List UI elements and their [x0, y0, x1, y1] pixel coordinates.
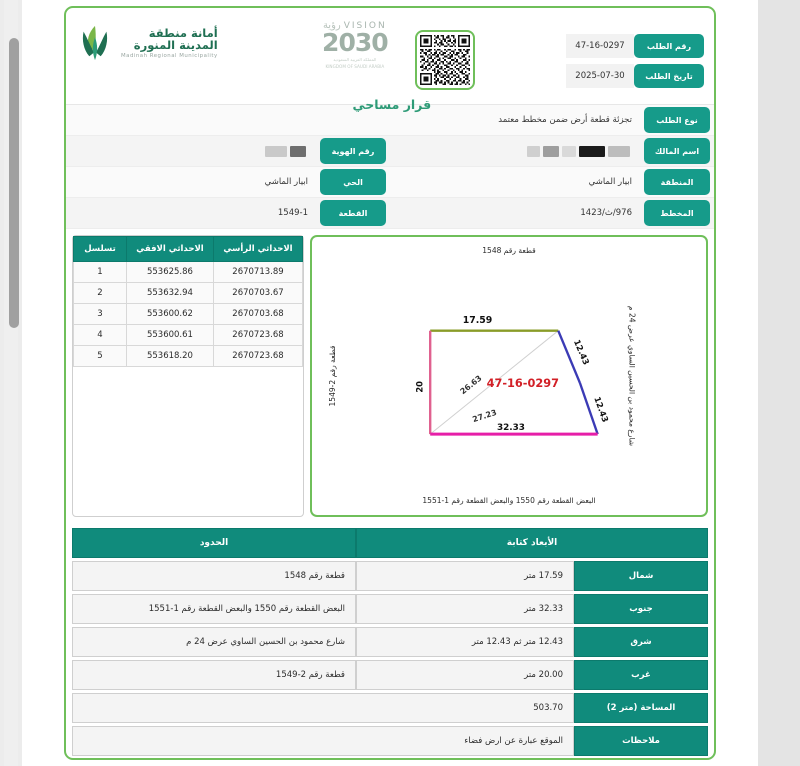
bound-description: شارع محمود بن الحسين الساوي عرض 24 م: [72, 627, 356, 657]
table-row: [72, 693, 708, 723]
coord-header-vertical: الاحداثي الرأسي: [213, 237, 302, 262]
redaction-block: [562, 146, 576, 157]
map-label-south: البعض القطعة رقم 1550 والبعض القطعة رقم 1-1551: [422, 496, 596, 505]
redaction-block: [543, 146, 559, 157]
coordinates-body: [74, 262, 303, 367]
redaction-block: [265, 146, 287, 157]
region-value: ابيار الماشي: [588, 177, 632, 187]
edge-west-length: 20: [414, 381, 425, 393]
bound-direction: غرب: [574, 660, 708, 690]
notes-label: ملاحظات: [574, 726, 708, 756]
coord-serial: 2: [74, 283, 127, 304]
table-row: [74, 262, 303, 283]
bounds-body: [72, 561, 708, 756]
plan-label: المخطط: [644, 200, 710, 226]
coord-header-horizontal: الاحداثي الافقي: [127, 237, 214, 262]
edge-east-upper-length: 12.43: [571, 338, 592, 367]
redaction-block: [608, 146, 630, 157]
id-number-group: [66, 136, 390, 166]
bound-measure: 20.00 متر: [356, 660, 574, 690]
request-info-block: [66, 104, 714, 229]
coord-serial: 1: [74, 262, 127, 283]
table-row: [74, 325, 303, 346]
bound-measure: 32.33 متر: [356, 594, 574, 624]
palm-leaf-emblem-icon: [76, 24, 114, 62]
vision-year: [309, 28, 401, 57]
table-row: [74, 304, 303, 325]
area-label: المساحة (متر 2): [574, 693, 708, 723]
bound-direction: جنوب: [574, 594, 708, 624]
request-date-value: 2025-07-30: [566, 64, 634, 88]
table-row: [72, 660, 708, 690]
edge-north-length: 17.59: [462, 314, 493, 326]
edge-east-lower-length: 12.43: [592, 395, 611, 424]
edge-east-upper-line: [558, 331, 580, 383]
vision-label-ar: رؤية: [322, 20, 341, 31]
parcel-map-panel[interactable]: [310, 235, 708, 517]
notes-value: الموقع عبارة عن ارض فضاء: [72, 726, 574, 756]
plan-group: [390, 198, 714, 228]
mid-section: [66, 229, 714, 521]
header-center-group: [309, 16, 475, 112]
bound-description: البعض القطعة رقم 1550 والبعض القطعة رقم 1-1551: [72, 594, 356, 624]
district-group: [66, 167, 390, 197]
coord-horizontal: 553632.94: [127, 283, 214, 304]
bound-direction: شمال: [574, 561, 708, 591]
brand-line-2: المدينة المنورة: [133, 38, 218, 53]
request-date-label: تاريخ الطلب: [634, 64, 704, 88]
info-row-plan-parcel: [66, 198, 714, 229]
edge-east-lower-line: [580, 383, 598, 434]
coord-horizontal: 553600.62: [127, 304, 214, 325]
district-value: ابيار الماشي: [264, 177, 308, 187]
redaction-block: [527, 146, 540, 157]
coord-horizontal: 553618.20: [127, 346, 214, 367]
vertical-scrollbar-thumb[interactable]: [9, 38, 19, 328]
table-row: [72, 561, 708, 591]
coordinates-panel: [72, 235, 304, 517]
id-number-value-redacted: [255, 146, 316, 157]
parcel-group: [66, 198, 390, 228]
diagonal-2-length: 27.23: [471, 407, 498, 425]
right-gutter: [757, 0, 800, 766]
parcel-id-label: 47-16-0297: [486, 375, 559, 390]
table-row: [74, 346, 303, 367]
diagonal-1-length: 26.63: [458, 373, 484, 397]
coord-serial: 3: [74, 304, 127, 325]
district-label: الحي: [320, 169, 386, 195]
brand-line-1: أمانة منطقة: [148, 25, 218, 40]
table-row: [74, 283, 303, 304]
page-title: قرار مساحي: [352, 97, 432, 112]
table-row: [72, 627, 708, 657]
qr-code-icon: [420, 35, 470, 85]
bounds-header-measure: الأبعاد كتابة: [356, 528, 708, 558]
request-number-label: رقم الطلب: [634, 34, 704, 58]
bound-direction: شرق: [574, 627, 708, 657]
owner-name-value-redacted: [517, 146, 640, 157]
plan-value: 976/ث/1423: [580, 208, 632, 218]
coord-vertical: 2670703.67: [213, 283, 302, 304]
info-row-region-district: [66, 167, 714, 198]
area-value: 503.70: [72, 693, 574, 723]
request-number-row: [566, 34, 704, 58]
coord-horizontal: 553625.86: [127, 262, 214, 283]
map-label-west: قطعة رقم 2-1549: [327, 345, 337, 407]
coord-header-serial: تسلسل: [74, 237, 127, 262]
qr-code[interactable]: [415, 30, 475, 90]
table-row: [72, 594, 708, 624]
coord-vertical: 2670703.68: [213, 304, 302, 325]
owner-group: [390, 136, 714, 166]
owner-name-label: اسم المالك: [644, 138, 710, 164]
coord-vertical: 2670723.68: [213, 325, 302, 346]
vision-sub-en: KINGDOM OF SAUDI ARABIA: [325, 64, 385, 69]
coord-vertical: 2670713.89: [213, 262, 302, 283]
brand-line-en: Madinah Regional Municipality: [121, 53, 218, 60]
brand-text: [121, 27, 218, 60]
parcel-value: 1549-1: [277, 208, 308, 218]
request-type-value: تجزئة قطعة أرض ضمن مخطط معتمد: [498, 115, 632, 125]
bound-description: قطعة رقم 2-1549: [72, 660, 356, 690]
request-meta-group: [566, 16, 704, 88]
region-group: [390, 167, 714, 197]
map-label-east: شارع محمود بن الحسين الساوي عرض 24 م: [627, 305, 637, 447]
info-row-owner: [66, 136, 714, 167]
redaction-block: [290, 146, 306, 157]
municipality-logo-icon: [76, 24, 114, 62]
coordinates-header-row: [74, 237, 303, 262]
parcel-label: القطعة: [320, 200, 386, 226]
edge-south-length: 32.33: [496, 423, 525, 434]
table-row: [72, 726, 708, 756]
coordinates-table: [73, 236, 303, 367]
coord-horizontal: 553600.61: [127, 325, 214, 346]
redaction-block: [579, 146, 605, 157]
bounds-section: [66, 521, 714, 760]
bounds-table: [72, 525, 708, 759]
coord-serial: 5: [74, 346, 127, 367]
coord-vertical: 2670723.68: [213, 346, 302, 367]
bound-measure: 12.43 متر ثم 12.43 متر: [356, 627, 574, 657]
municipality-brand: [76, 16, 218, 62]
bounds-header-row: [72, 528, 708, 558]
request-date-row: [566, 64, 704, 88]
coord-serial: 4: [74, 325, 127, 346]
request-number-value: 47-16-0297: [566, 34, 634, 58]
vertical-scrollbar-track[interactable]: [4, 0, 18, 766]
parcel-shape-svg: [312, 237, 706, 515]
vision-year-text: 2030: [322, 28, 388, 57]
bound-measure: 17.59 متر: [356, 561, 574, 591]
bound-description: قطعة رقم 1548: [72, 561, 356, 591]
document-frame: [64, 6, 716, 760]
id-number-label: رقم الهوية: [320, 138, 386, 164]
document-page: [22, 0, 758, 766]
vision-label-en: VISION: [343, 20, 387, 31]
document-header: [66, 8, 714, 112]
vision-sub-ar: المملكة العربية السعودية: [333, 56, 377, 62]
bounds-header-bound: الحدود: [72, 528, 356, 558]
region-label: المنطقة: [644, 169, 710, 195]
vision-2030-logo: [309, 20, 401, 69]
map-label-north: قطعة رقم 1548: [482, 246, 536, 255]
left-gutter: [0, 0, 23, 766]
request-type-label: نوع الطلب: [644, 107, 710, 133]
